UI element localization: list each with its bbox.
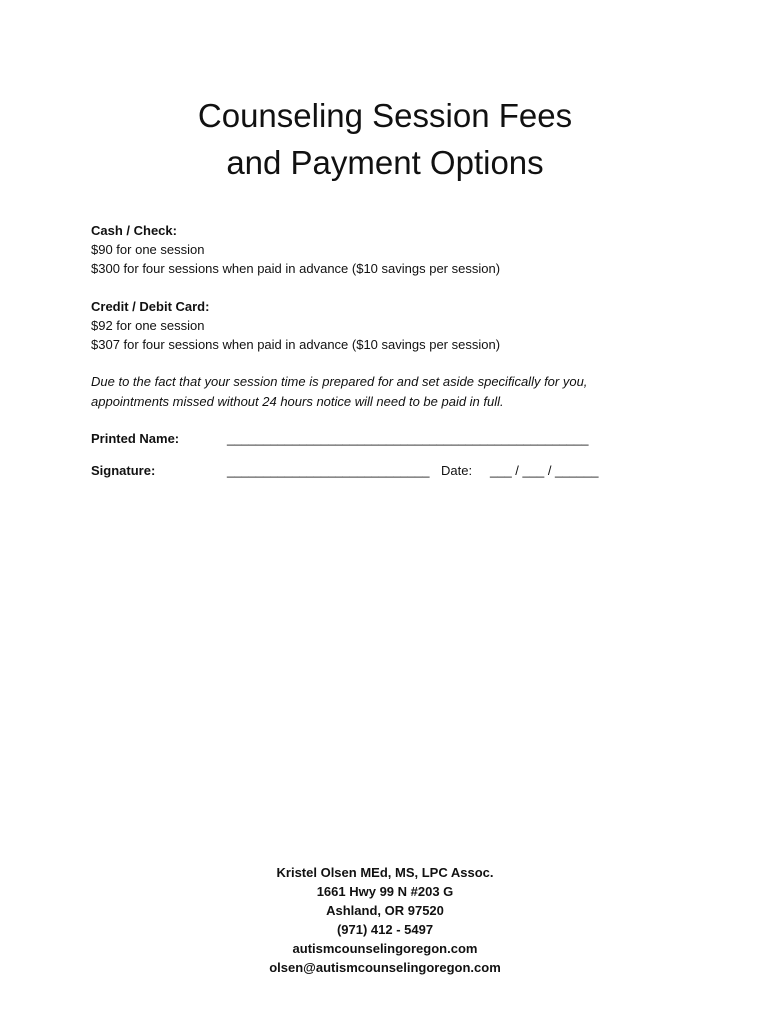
footer-name: Kristel Olsen MEd, MS, LPC Assoc. bbox=[276, 865, 494, 880]
footer-city: Ashland, OR 97520 bbox=[326, 903, 444, 918]
notice-line-1: Due to the fact that your session time is prepared for and set aside specifically for you, bbox=[91, 374, 588, 389]
footer-website: autismcounselingoregon.com bbox=[292, 941, 478, 956]
contact-footer bbox=[0, 863, 770, 977]
signature-field[interactable]: ____________________________ bbox=[227, 463, 430, 478]
notice-line-2: appointments missed without 24 hours notice will need to be paid in full. bbox=[91, 393, 504, 409]
cash-check-heading: Cash / Check: bbox=[91, 223, 177, 238]
cash-check-section bbox=[91, 221, 711, 278]
document-title bbox=[0, 92, 770, 186]
credit-debit-single-fee: $92 for one session bbox=[91, 318, 205, 333]
missed-appointment-notice bbox=[91, 372, 711, 411]
printed-name-label: Printed Name: bbox=[91, 431, 180, 446]
title-line-1: Counseling Session Fees bbox=[197, 97, 573, 134]
printed-name-field[interactable]: __________________________________________________ bbox=[227, 431, 589, 446]
cash-check-package-fee: $300 for four sessions when paid in advance ($10 savings per session) bbox=[91, 261, 501, 276]
footer-email: olsen@autismcounselingoregon.com bbox=[269, 960, 501, 975]
footer-street: 1661 Hwy 99 N #203 G bbox=[316, 884, 454, 899]
footer-phone: (971) 412 - 5497 bbox=[336, 922, 434, 937]
credit-debit-package-fee: $307 for four sessions when paid in advance ($10 savings per session) bbox=[91, 337, 501, 352]
date-label: Date: bbox=[441, 463, 473, 478]
cash-check-single-fee: $90 for one session bbox=[91, 242, 205, 257]
signature-label: Signature: bbox=[91, 463, 156, 478]
printed-name-row bbox=[91, 429, 711, 448]
credit-debit-heading: Credit / Debit Card: bbox=[91, 299, 210, 314]
date-field[interactable]: ___ / ___ / ______ bbox=[490, 463, 599, 478]
signature-row bbox=[91, 461, 711, 480]
title-line-2: and Payment Options bbox=[226, 144, 544, 181]
credit-debit-section bbox=[91, 297, 711, 354]
